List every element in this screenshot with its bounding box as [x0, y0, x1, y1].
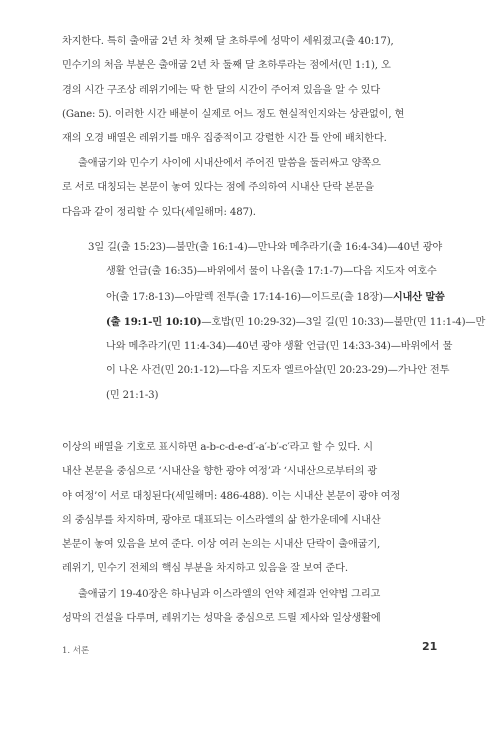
text-line: 출애굽기와 민수기 사이에 시내산에서 주어진 말씀을 둘러싸고 양쪽으 — [78, 158, 381, 169]
block-line: 아(출 17:8-13)—아말렉 전투(출 17:14-16)—이드로(출 18장)—시내산 말씀 — [106, 290, 445, 303]
text-line: 다음과 같이 정리할 수 있다(세일해머: 487). — [62, 206, 256, 218]
text-line: 본문이 놓여 있음을 보여 준다. 이상 여러 논의는 시내산 단락이 출애굽기, — [62, 539, 381, 551]
sinai-structure-block — [88, 236, 486, 408]
block-line: 나와 메추라기(민 11:4-34)—40년 광야 생활 언급(민 14:33-34)—바위에서 물 — [106, 341, 453, 353]
text-line: 재의 오경 배열은 레위기를 매우 집중적이고 강렬한 시간 틀 안에 배치한다. — [62, 133, 387, 145]
text-line: 경의 시간 구조상 레위기에는 딱 한 달의 시간이 주어져 있음을 알 수 있다 — [62, 84, 381, 96]
text-line: 내산 본문을 중심으로 ‘시내산을 향한 광야 여정’과 ‘시내산으로부터의 광 — [62, 466, 378, 478]
block-line: (출 19:1-민 10:10)—호밥(민 10:29-32)—3일 길(민 10:33)—불만(민 11:1-4)—만 — [106, 315, 486, 328]
block-line: 이 나온 사건(민 20:1-12)—다음 지도자 엘르아살(민 20:23-29)—가나안 전투 — [106, 365, 450, 377]
text-line: 야 여정’이 서로 대칭된다(세일해머: 486-488). 이는 시내산 본문이 광야 여정 — [62, 490, 401, 502]
paragraph-4 — [62, 583, 442, 632]
text-line: 레위기, 민수기 전체의 핵심 부분을 차지하고 있음을 잘 보여 준다. — [62, 563, 348, 575]
text-line: 성막의 건설을 다루며, 레위기는 성막을 중심으로 드릴 제사와 일상생활에 — [62, 613, 381, 625]
paragraph-3 — [62, 436, 442, 582]
text-line: 의 중심부를 차지하며, 광야로 대표되는 이스라엘의 삶 한가운데에 시내산 — [62, 514, 381, 526]
block-line: (민 21:1-3) — [106, 389, 159, 401]
running-footer-section: 1. 서론 — [62, 646, 90, 656]
text-line: 로 서로 대칭되는 본문이 놓여 있다는 점에 주의하여 시내산 단락 본문을 — [62, 182, 374, 194]
paragraph-1 — [62, 30, 442, 151]
block-line: 생활 언급(출 16:35)—바위에서 물이 나옴(출 17:1-7)—다음 지도자 여호수 — [106, 266, 437, 278]
text-line: 이상의 배열을 기호로 표시하면 a-b-c-d-e-d′-a′-b′-c′라고 할 수 있다. 시 — [62, 442, 373, 453]
text-line: 출애굽기 19-40장은 하나님과 이스라엘의 언약 체결과 언약법 그리고 — [78, 589, 381, 600]
sinai-highlight: 시내산 말씀 — [392, 290, 445, 303]
sinai-highlight: (출 19:1-민 10:10) — [106, 315, 202, 328]
block-line: 3일 길(출 15:23)—불만(출 16:1-4)—만나와 메추라기(출 16:4-34)—40년 광야 — [88, 242, 443, 253]
page-number: 21 — [422, 640, 438, 653]
paragraph-2 — [62, 152, 442, 225]
text-line: (Gane: 5). 이러한 시간 배분이 실제로 어느 정도 현실적인지와는 상관없이, 현 — [62, 108, 405, 120]
text-line: 민수기의 처음 부분은 출애굽 2년 차 둘째 달 초하루라는 점에서(민 1:1), 오 — [62, 60, 391, 72]
text-line: 차지한다. 특히 출애굽 2년 차 첫째 달 초하루에 성막이 세워졌고(출 40:17), — [62, 36, 394, 47]
